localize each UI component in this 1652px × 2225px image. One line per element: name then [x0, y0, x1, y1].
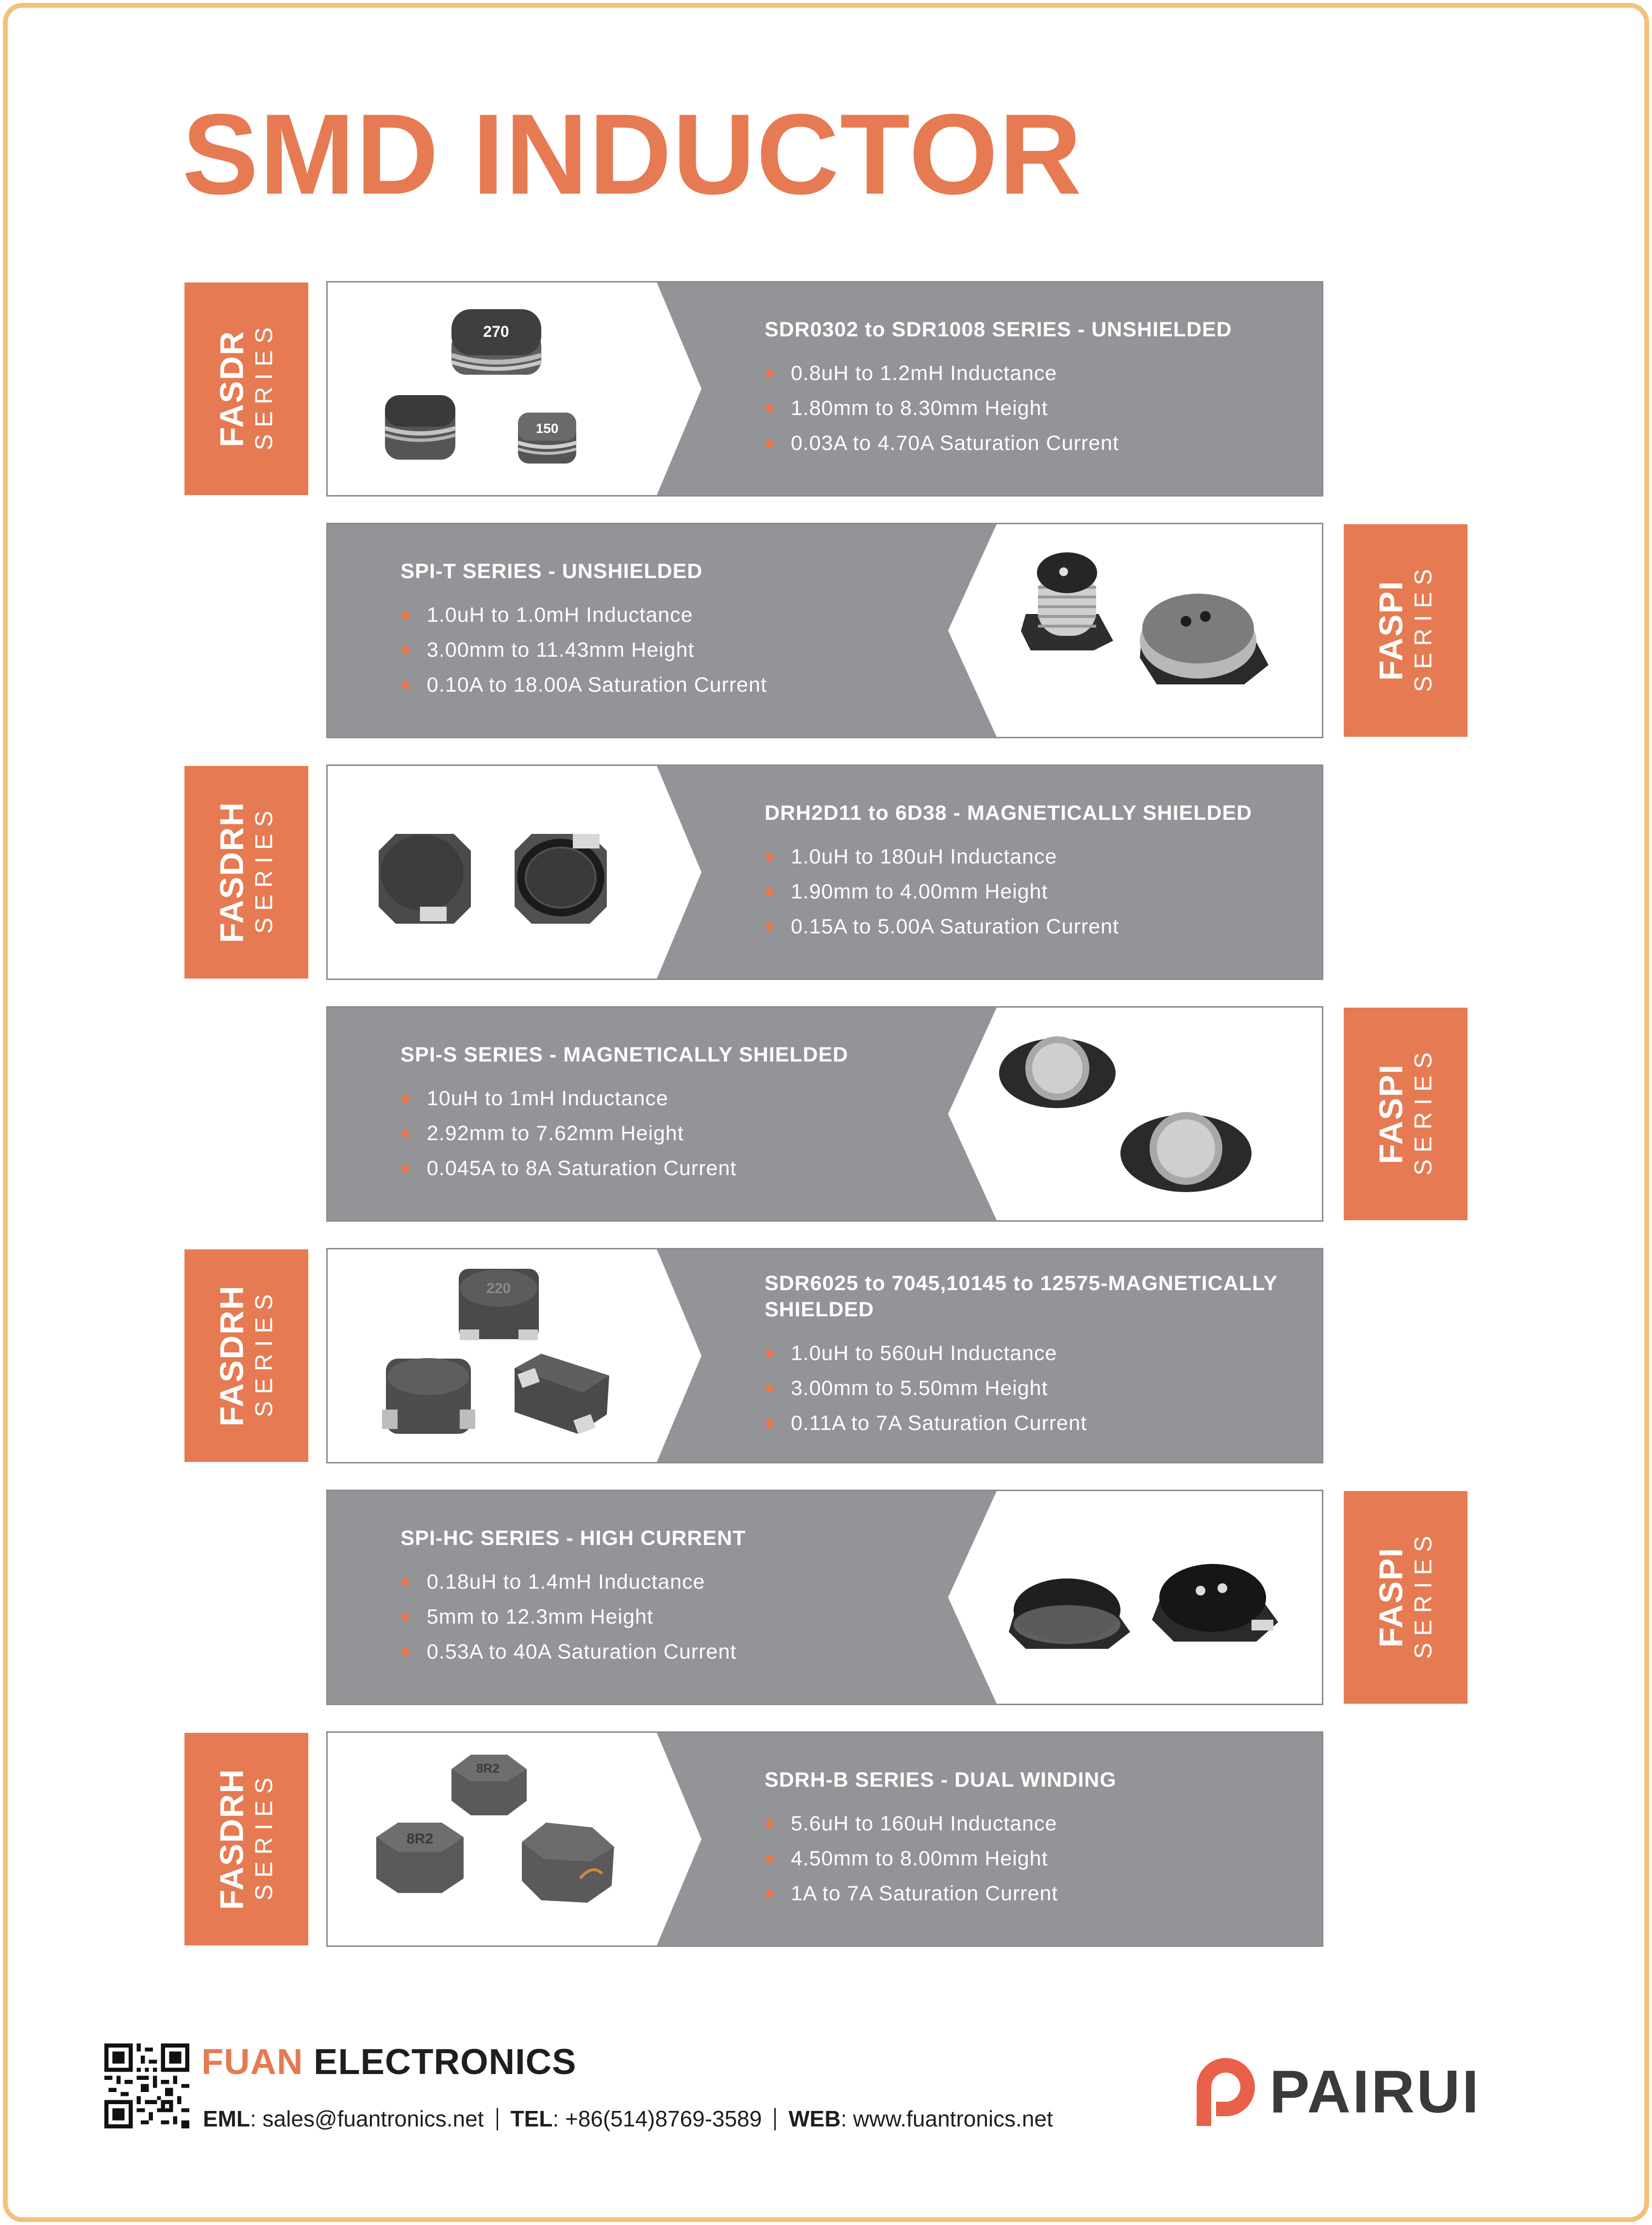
spec-list — [400, 1564, 959, 1669]
inductor-component — [1140, 594, 1268, 684]
divider — [774, 2108, 776, 2130]
product-row-sdr-shielded — [328, 1249, 1322, 1462]
spec-saturation-current: 0.045A to 8A Saturation Current — [400, 1151, 959, 1186]
spec-inductance: 1.0uH to 560uH Inductance — [765, 1336, 1293, 1371]
company-name-part2: ELECTRONICS — [314, 2042, 577, 2082]
inductor-illustration — [948, 1491, 1322, 1704]
spec-saturation-current: 0.11A to 7A Saturation Current — [765, 1406, 1293, 1441]
inductor-component — [518, 413, 576, 464]
tab-series-label: SERIES — [1409, 562, 1437, 692]
product-heading: SPI-T SERIES - UNSHIELDED — [400, 560, 703, 583]
tab-name: FASDRH — [213, 801, 250, 943]
product-heading: SDRH-B SERIES - DUAL WINDING — [765, 1768, 1117, 1792]
inductor-component — [515, 1354, 609, 1434]
series-tab-fasdr — [184, 282, 308, 495]
spec-saturation-current: 0.10A to 18.00A Saturation Current — [400, 667, 959, 702]
product-info — [765, 1249, 1293, 1462]
tab-series-label: SERIES — [250, 1771, 278, 1901]
tab-name: FASPI — [1372, 580, 1409, 681]
product-row-drh — [328, 766, 1322, 979]
series-tab-fasdrh — [184, 1733, 308, 1945]
product-heading: DRH2D11 to 6D38 - MAGNETICALLY SHIELDED — [765, 801, 1252, 825]
tab-series-label: SERIES — [1409, 1529, 1437, 1659]
product-heading: SPI-S SERIES - MAGNETICALLY SHIELDED — [400, 1043, 849, 1067]
divider — [497, 2108, 498, 2130]
component-marking: 270 — [483, 323, 509, 340]
website-link[interactable]: www.fuantronics.net — [853, 2106, 1053, 2131]
spec-inductance: 5.6uH to 160uH Inductance — [765, 1806, 1293, 1841]
product-row-spi-s — [328, 1008, 1322, 1220]
company-name — [201, 2041, 576, 2082]
spec-list — [765, 839, 1293, 944]
product-heading: SPI-HC SERIES - HIGH CURRENT — [400, 1527, 746, 1550]
pairui-logo — [1192, 2053, 1551, 2131]
spec-list — [765, 1806, 1293, 1911]
inductor-illustration — [948, 1008, 1322, 1220]
inductor-component — [999, 1036, 1116, 1108]
contact-line: EML: sales@fuantronics.net TEL: +86(514)8769-3589 WEB: www.fuantronics.net — [203, 2106, 1053, 2131]
series-tab-faspi — [1344, 524, 1468, 737]
inductor-component — [385, 395, 455, 460]
inductor-illustration — [948, 524, 1322, 737]
spec-height: 1.80mm to 8.30mm Height — [765, 391, 1293, 426]
inductor-component — [1120, 1112, 1252, 1192]
spec-list — [765, 1336, 1293, 1441]
tab-series-label: SERIES — [250, 320, 278, 450]
component-marking: 8R2 — [406, 1831, 434, 1847]
product-info — [765, 1733, 1293, 1945]
tab-series-label: SERIES — [250, 804, 278, 934]
qr-code[interactable] — [104, 2043, 189, 2128]
product-row-spi-hc — [328, 1491, 1322, 1704]
tab-name: FASDRH — [213, 1285, 250, 1427]
inductor-component — [379, 834, 471, 924]
product-image-panel — [328, 1249, 701, 1462]
web-label: WEB — [788, 2106, 841, 2131]
inductor-component — [382, 1358, 475, 1434]
product-image-panel — [328, 1733, 701, 1945]
product-image-panel — [328, 766, 701, 979]
inductor-component — [376, 1823, 464, 1893]
product-info — [765, 766, 1293, 979]
component-marking: 150 — [535, 421, 559, 436]
inductor-component — [1021, 552, 1113, 650]
inductor-component — [451, 309, 541, 375]
tab-name: FASDR — [213, 330, 250, 448]
product-info — [765, 282, 1293, 495]
spec-saturation-current: 0.53A to 40A Saturation Current — [400, 1634, 959, 1669]
spec-inductance: 0.8uH to 1.2mH Inductance — [765, 356, 1293, 391]
product-info — [400, 524, 959, 737]
tab-series-label: SERIES — [250, 1287, 278, 1417]
spec-height: 1.90mm to 4.00mm Height — [765, 874, 1293, 909]
email-label: EML — [203, 2106, 250, 2131]
phone-link[interactable]: +86(514)8769-3589 — [565, 2106, 762, 2131]
inductor-illustration — [328, 282, 701, 495]
product-image-panel — [948, 1008, 1322, 1220]
inductor-component — [459, 1269, 539, 1340]
spec-inductance: 1.0uH to 180uH Inductance — [765, 839, 1293, 874]
inductor-component — [451, 1755, 527, 1815]
product-info — [400, 1491, 959, 1704]
spec-list — [400, 1081, 959, 1186]
spec-saturation-current: 0.03A to 4.70A Saturation Current — [765, 426, 1293, 461]
inductor-component — [1009, 1578, 1130, 1649]
spec-saturation-current: 1A to 7A Saturation Current — [765, 1876, 1293, 1911]
inductor-illustration — [328, 1733, 701, 1945]
tab-name: FASPI — [1372, 1063, 1409, 1164]
component-marking: 220 — [486, 1280, 511, 1296]
spec-inductance: 10uH to 1mH Inductance — [400, 1081, 959, 1116]
product-row-sdrh-b — [328, 1733, 1322, 1945]
company-name-part1: FUAN — [201, 2042, 303, 2082]
product-image-panel — [948, 1491, 1322, 1704]
svg-text:8R2: 8R2 — [476, 1761, 500, 1776]
brand-wordmark: PAIRUI — [1269, 2059, 1481, 2125]
spec-list — [400, 598, 959, 702]
product-image-panel — [328, 282, 701, 495]
tab-name: FASPI — [1372, 1547, 1409, 1648]
series-tab-faspi — [1344, 1008, 1468, 1220]
product-info — [400, 1008, 959, 1220]
product-heading: SDR0302 to SDR1008 SERIES - UNSHIELDED — [765, 318, 1232, 342]
series-tab-fasdrh — [184, 766, 308, 979]
spec-height: 3.00mm to 11.43mm Height — [400, 632, 959, 667]
tab-series-label: SERIES — [1409, 1046, 1437, 1176]
spec-inductance: 0.18uH to 1.4mH Inductance — [400, 1564, 959, 1599]
pairui-logo-icon — [1197, 2058, 1255, 2126]
spec-height: 3.00mm to 5.50mm Height — [765, 1371, 1293, 1406]
series-tab-faspi — [1344, 1491, 1468, 1704]
spec-list — [765, 356, 1293, 461]
inductor-component — [515, 834, 607, 924]
spec-height: 4.50mm to 8.00mm Height — [765, 1841, 1293, 1876]
tel-label: TEL — [510, 2106, 553, 2131]
email-link[interactable]: sales@fuantronics.net — [262, 2106, 484, 2131]
series-tab-fasdrh — [184, 1249, 308, 1462]
product-heading: SDR6025 to 7045,10145 to 12575-MAGNETICALLY SHIELDED — [765, 1272, 1278, 1321]
inductor-component — [522, 1823, 614, 1903]
spec-height: 2.92mm to 7.62mm Height — [400, 1116, 959, 1151]
spec-inductance: 1.0uH to 1.0mH Inductance — [400, 598, 959, 632]
inductor-illustration — [328, 766, 701, 979]
product-row-sdr-unshielded — [328, 282, 1322, 495]
inductor-illustration — [328, 1249, 701, 1462]
product-image-panel — [948, 524, 1322, 737]
page-title: SMD INDUCTOR — [182, 90, 1083, 218]
tab-name: FASDRH — [213, 1768, 250, 1910]
spec-saturation-current: 0.15A to 5.00A Saturation Current — [765, 909, 1293, 944]
spec-height: 5mm to 12.3mm Height — [400, 1599, 959, 1634]
product-row-spi-t — [328, 524, 1322, 737]
inductor-component — [1152, 1564, 1278, 1642]
